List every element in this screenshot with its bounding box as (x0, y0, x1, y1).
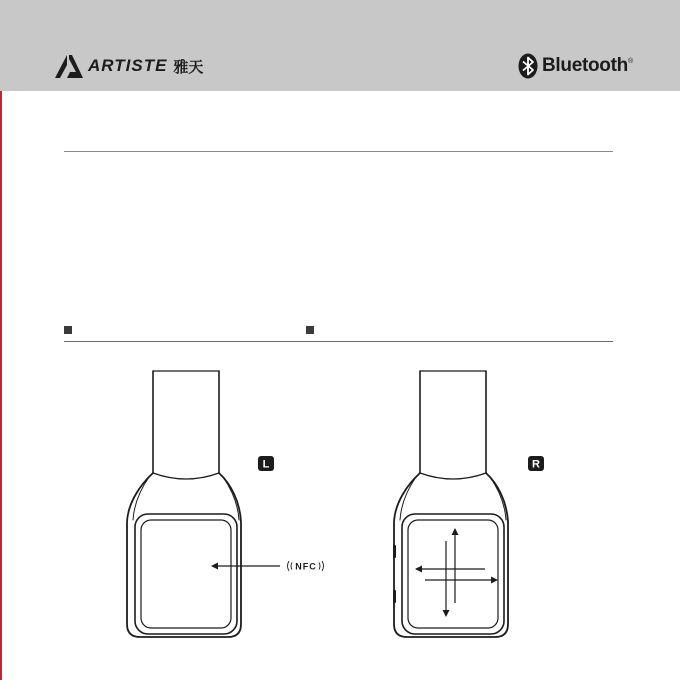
brand-name: ARTISTE (88, 56, 168, 75)
bluetooth-wordmark: Bluetooth (542, 55, 628, 76)
nfc-label: NFC (295, 561, 317, 572)
registered-mark: ® (627, 58, 634, 65)
left-badge (258, 456, 274, 471)
right-earcup-illustration (394, 371, 508, 637)
brand-name-cn: 雅天 (173, 57, 204, 76)
right-badge-label: R (532, 458, 540, 471)
left-badge-label: L (262, 458, 270, 471)
touch-gesture-arrows (416, 529, 497, 616)
left-earcup-illustration (127, 371, 241, 637)
right-badge (528, 456, 544, 471)
